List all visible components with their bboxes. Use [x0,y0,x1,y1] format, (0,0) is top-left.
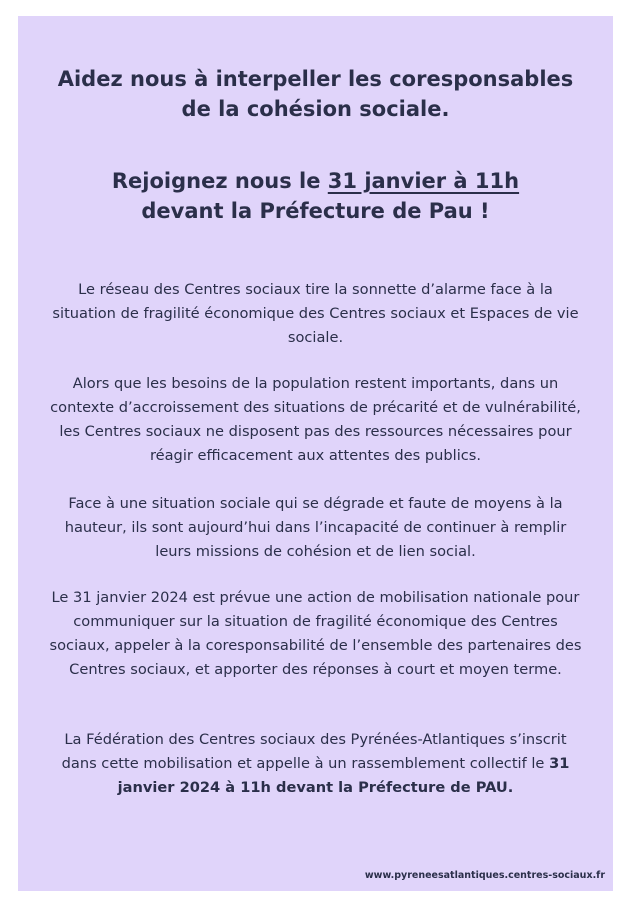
paragraph-mobilisation: Le 31 janvier 2024 est prévue une action de mobilisation nationale pour communiquer sur la situation de fragilité économique des Centres sociaux, appeler à la coresponsabilité de l’ensemble des partenaires des Centres sociaux, et apporter des réponses à court et moyen terme. [49,589,582,678]
main-heading [18,64,613,124]
event-heading-prefix: Rejoignez nous le [111,169,328,193]
flyer-card [18,16,613,891]
paragraph-needs: Alors que les besoins de la population restent importants, dans un contexte d’accroissement des situations de précarité et de vulnérabilité, les Centres sociaux ne disposent pas des ressources nécessaires pour réagir efficacement aux attentes des publics. [50,375,581,464]
event-heading [18,166,613,226]
footer-url[interactable]: www.pyreneesatlantiques.centres-sociaux.fr [364,870,605,881]
paragraph-situation: Face à une situation sociale qui se dégrade et faute de moyens à la hauteur, ils sont aujourd’hui dans l’incapacité de continuer à remplir leurs missions de cohésion et de lien social. [64,495,567,560]
paragraph-federation-bold: 31 janvier 2024 à 11h devant la Préfecture de PAU. [117,755,570,796]
paragraph-federation-text: La Fédération des Centres sociaux des Pyrénées-Atlantiques s’inscrit dans cette mobilisation et appelle à un rassemblement collectif le [61,731,567,772]
paragraph-federation [48,728,583,800]
main-heading-line1: Aidez nous à interpeller les coresponsables [57,67,574,91]
event-heading-line2: devant la Préfecture de Pau ! [141,199,490,223]
paragraph-alarm: Le réseau des Centres sociaux tire la sonnette d’alarme face à la situation de fragilité économique des Centres sociaux et Espaces de vie sociale. [52,281,579,346]
main-heading-line2: de la cohésion sociale. [181,97,450,121]
event-date-highlight: 31 janvier à 11h [327,169,520,193]
